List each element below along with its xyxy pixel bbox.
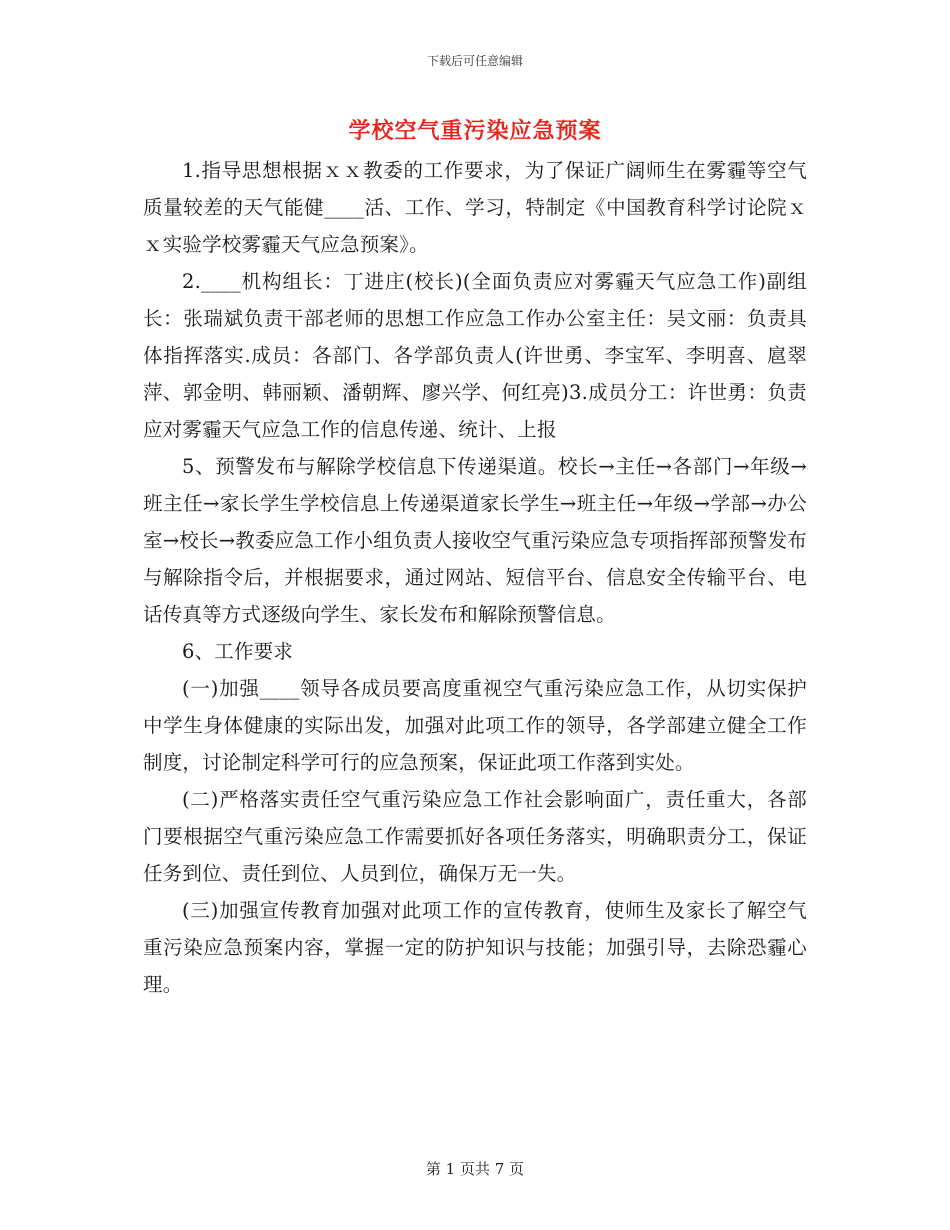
page-header: 下载后可任意编辑 [426, 54, 523, 68]
paragraph-implement-responsibility: (二)严格落实责任空气重污染应急工作社会影响面广，责任重大，各部门要根据空气重污染应急工作需要抓好各项任务落实，明确职责分工，保证任务到位、责任到位、人员到位，确保万无一失。 [143, 788, 807, 885]
document-body [143, 152, 807, 1003]
page-number: 第 1 页共 7 页 [425, 1160, 525, 1178]
paragraph-organization: 2.____机构组长：丁进庄(校长)(全面负责应对雾霾天气应急工作)副组长：张瑞斌负责干部老师的思想工作应急工作办公室主任：吴文丽：负责具体指挥落实.成员：各部门、各学部负责人(许世勇、李宝军、李明喜、扈翠萍、郭金明、韩丽颖、潘朝辉、廖兴学、何红亮)3.成员分工：许世勇：负责应对雾霾天气应急工作的信息传递、统计、上报 [143, 270, 807, 441]
document-title: 学校空气重污染应急预案 [348, 119, 602, 144]
paragraph-guiding-principle: 1.指导思想根据ｘｘ教委的工作要求，为了保证广阔师生在雾霾等空气质量较差的天气能健____活、工作、学习，特制定《中国教育科学讨论院ｘｘ实验学校雾霾天气应急预案》。 [143, 159, 807, 256]
paragraph-strengthen-leadership: (一)加强____领导各成员要高度重视空气重污染应急工作，从切实保护中学生身体健康的实际出发，加强对此项工作的领导，各学部建立健全工作制度，讨论制定科学可行的应急预案，保证此项工作落到实处。 [143, 677, 807, 774]
paragraph-publicity-education: (三)加强宣传教育加强对此项工作的宣传教育，使师生及家长了解空气重污染应急预案内容，掌握一定的防护知识与技能；加强引导，去除恐霾心理。 [143, 899, 807, 996]
paragraph-warning-release: 5、预警发布与解除学校信息下传递渠道。校长→主任→各部门→年级→班主任→家长学生学校信息上传递渠道家长学生→班主任→年级→学部→办公室→校长→教委应急工作小组负责人接收空气重污染应急专项指挥部预警发布与解除指令后，并根据要求，通过网站、短信平台、信息安全传输平台、电话传真等方式逐级向学生、家长发布和解除预警信息。 [143, 455, 807, 626]
paragraph-work-requirements-heading: 6、工作要求 [182, 640, 294, 663]
